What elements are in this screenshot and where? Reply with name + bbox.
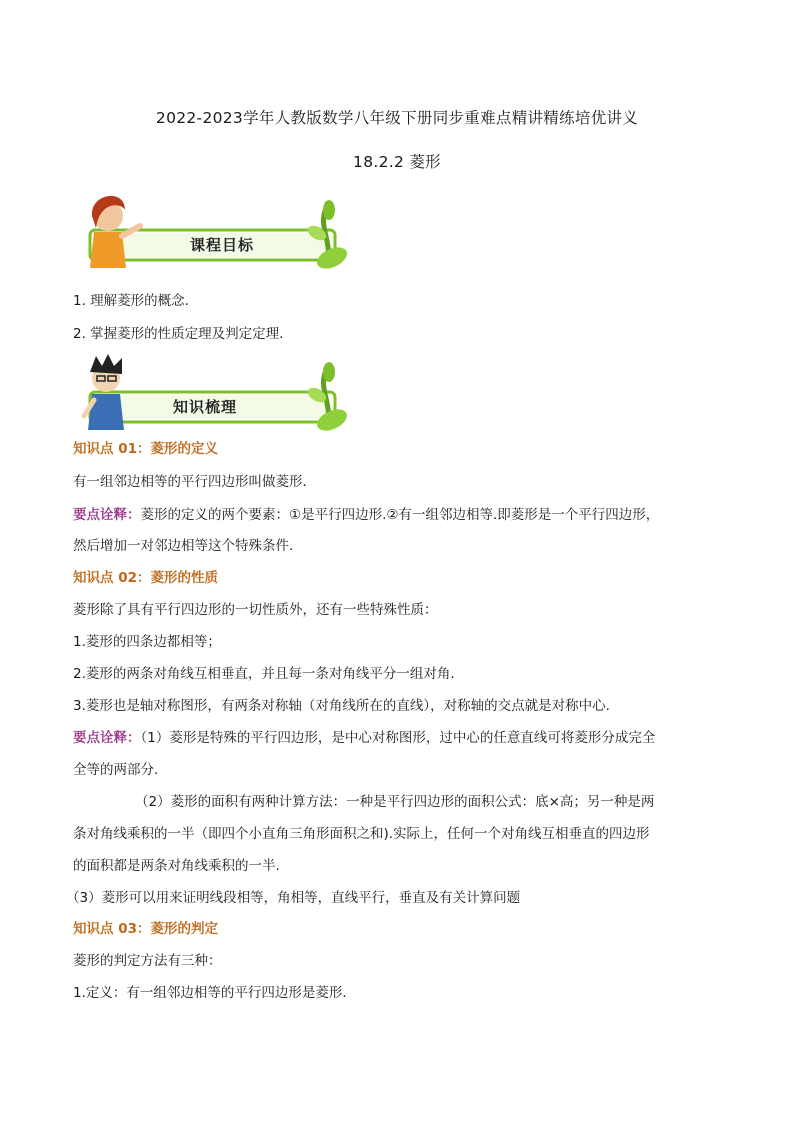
kp2-intro: 菱形除了具有平行四边形的一切性质外，还有一些特殊性质： xyxy=(73,602,438,618)
kp2-property-item: 1.菱形的四条边都相等； xyxy=(73,634,221,650)
goal-item: 1. 理解菱形的概念. xyxy=(73,293,189,309)
banner-course-goals xyxy=(70,188,360,258)
note-text: （1）菱形是特殊的平行四边形，是中心对称图形，过中心的任意直线可将菱形分成完全 xyxy=(140,730,656,746)
kp1-heading: 知识点 01：菱形的定义 xyxy=(73,441,218,457)
teacher-illustration-icon xyxy=(70,188,360,273)
document-subtitle: 18.2.2 菱形 xyxy=(353,153,441,171)
kp2-note-line: （2）菱形的面积有两种计算方法：一种是平行四边形的面积公式：底×高；另一种是两 xyxy=(135,794,655,810)
kp1-note-line-2: 然后增加一对邻边相等这个特殊条件. xyxy=(73,538,294,554)
banner-knowledge-review xyxy=(70,350,360,420)
kp2-note-line: （3）菱形可以用来证明线段相等，角相等，直线平行，垂直及有关计算问题 xyxy=(66,890,521,906)
kp3-intro: 菱形的判定方法有三种： xyxy=(73,953,222,969)
kp2-property-item: 2.菱形的两条对角线互相垂直，并且每一条对角线平分一组对角. xyxy=(73,666,455,682)
kp1-note-line xyxy=(73,505,659,525)
student-illustration-icon xyxy=(70,350,360,435)
kp2-heading: 知识点 02：菱形的性质 xyxy=(73,570,218,586)
kp3-heading: 知识点 03：菱形的判定 xyxy=(73,921,218,937)
kp2-note-line: 全等的两部分. xyxy=(73,762,159,778)
goal-item: 2. 掌握菱形的性质定理及判定定理. xyxy=(73,326,284,342)
note-label: 要点诠释： xyxy=(73,730,141,746)
banner-label-goals: 课程目标 xyxy=(190,236,255,254)
kp2-note-line: 条对角线乘积的一半（即四个小直角三角形面积之和).实际上，任何一个对角线互相垂直的四边形 xyxy=(73,826,650,842)
kp1-definition: 有一组邻边相等的平行四边形叫做菱形. xyxy=(73,474,307,490)
note-text: 菱形的定义的两个要素：①是平行四边形.②有一组邻边相等.即菱形是一个平行四边形， xyxy=(140,507,660,523)
banner-label-knowledge: 知识梳理 xyxy=(173,398,238,416)
kp2-property-item: 3.菱形也是轴对称图形，有两条对称轴（对角线所在的直线），对称轴的交点就是对称中心. xyxy=(73,698,610,714)
kp3-item: 1.定义：有一组邻边相等的平行四边形是菱形. xyxy=(73,985,347,1001)
note-label: 要点诠释： xyxy=(73,507,141,523)
kp2-note-line: 的面积都是两条对角线乘积的一半. xyxy=(73,858,280,874)
document-title: 2022-2023学年人教版数学八年级下册同步重难点精讲精练培优讲义 xyxy=(155,109,639,127)
kp2-note-line xyxy=(73,728,655,748)
